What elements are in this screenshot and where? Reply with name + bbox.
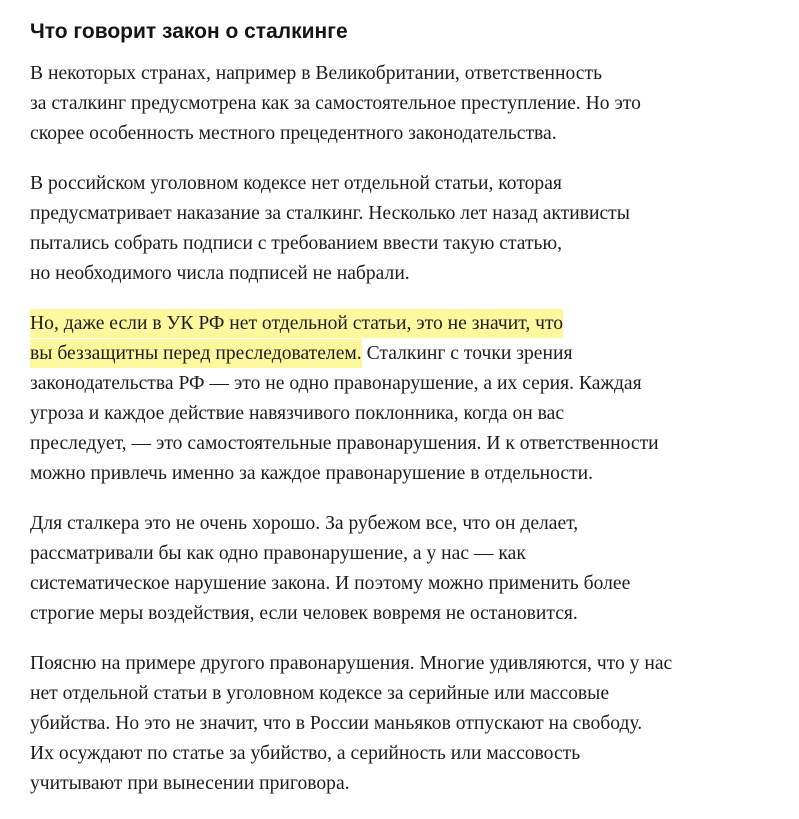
paragraph-3 [30,309,775,489]
paragraph-5 [30,649,775,799]
text-line: преследует, — это самостоятельные правонарушения. И к ответственности [30,433,659,454]
text-line [30,339,775,369]
text-line: за сталкинг предусмотрена как за самостоятельное преступление. Но это [30,93,641,114]
text-line: Для сталкера это не очень хорошо. За рубежом все, что он делает, [30,513,579,534]
text-line: пытались собрать подписи с требованием ввести такую статью, [30,233,563,254]
text-line: предусматривает наказание за сталкинг. Несколько лет назад активисты [30,203,630,224]
paragraph-1 [30,59,775,149]
text-line: рассматривали бы как одно правонарушение, а у нас — как [30,543,526,564]
paragraph-2 [30,169,775,289]
text-line: В некоторых странах, например в Великобритании, ответственность [30,63,603,84]
text-line: но необходимого числа подписей не набрали. [30,263,410,284]
text-line: систематическое нарушение закона. И поэтому можно применить более [30,573,631,594]
text-line [30,309,775,339]
text-line: убийства. Но это не значит, что в России маньяков отпускают на свободу. [30,713,643,734]
highlighted-quote: Но, даже если в УК РФ нет отдельной статьи, это не значит, что [30,309,563,338]
text-line: скорее особенность местного прецедентного законодательства. [30,123,557,144]
text-line: Их осуждают по статье за убийство, а серийность или массовость [30,743,581,764]
text-line: можно привлечь именно за каждое правонарушение в отдельности. [30,463,594,484]
paragraph-4 [30,509,775,629]
text-line: В российском уголовном кодексе нет отдельной статьи, которая [30,173,562,194]
text-line: Поясню на примере другого правонарушения. Многие удивляются, что у нас [30,653,673,674]
article-body [30,18,775,819]
text-line: учитывают при вынесении приговора. [30,773,350,794]
text-fragment: Сталкинг с точки зрения [361,343,573,364]
section-heading: Что говорит закон о сталкинге [30,20,348,43]
text-line: строгие меры воздействия, если человек вовремя не остановится. [30,603,578,624]
text-line: законодательства РФ — это не одно правонарушение, а их серия. Каждая [30,373,642,394]
highlighted-quote: вы беззащитны перед преследователем. [30,339,362,368]
text-line: угроза и каждое действие навязчивого поклонника, когда он вас [30,403,565,424]
text-line: нет отдельной статьи в уголовном кодексе за серийные или массовые [30,683,610,704]
